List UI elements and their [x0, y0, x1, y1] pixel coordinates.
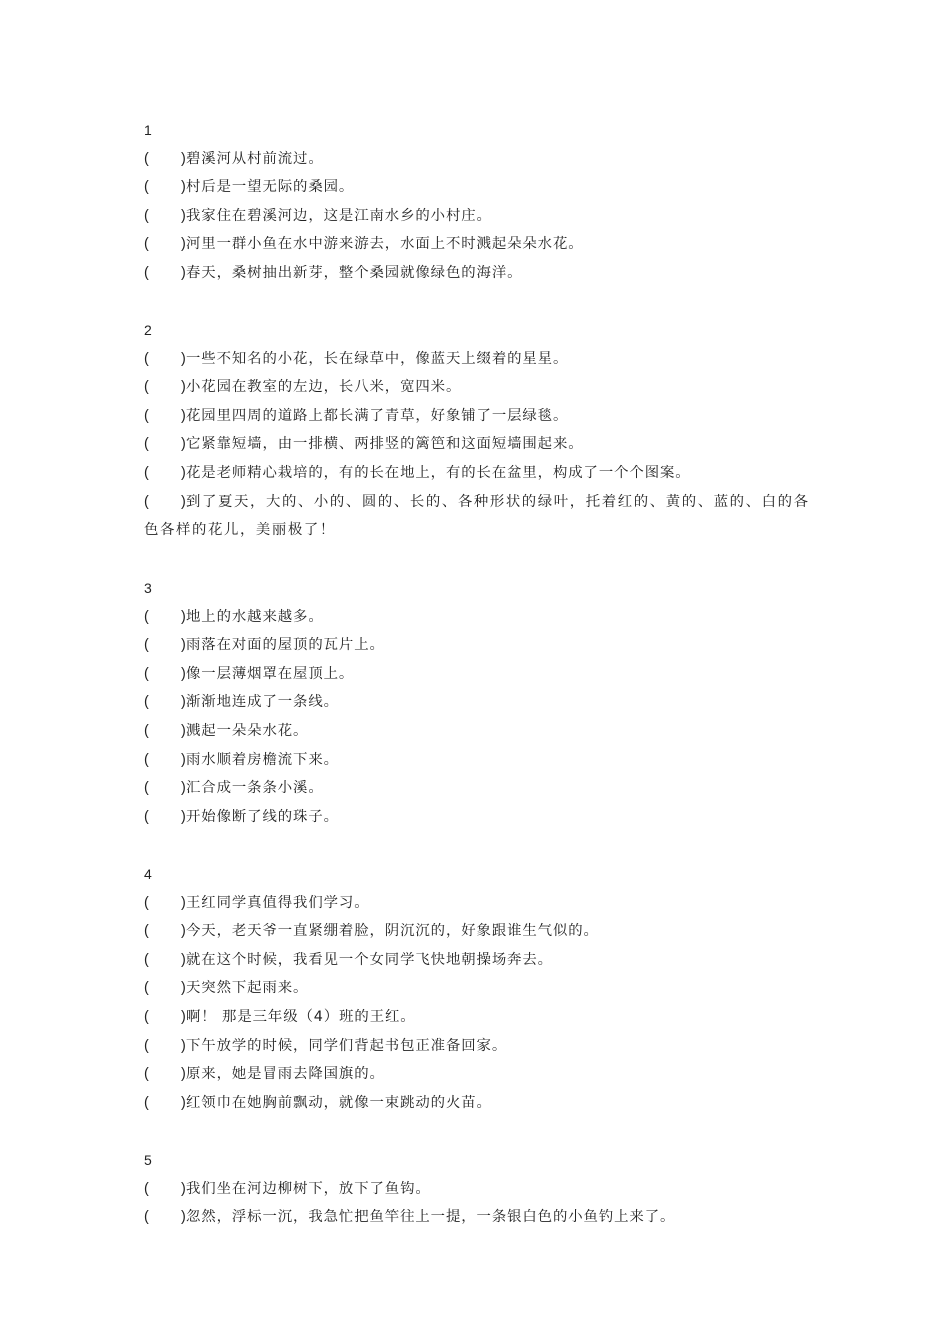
- answer-blank-open: (: [144, 694, 149, 711]
- sentence-line: [144, 1003, 814, 1032]
- sentence-text: 小花园在教室的左边，长八米，宽四米。: [186, 379, 462, 396]
- exercise-section-4: [144, 860, 814, 1117]
- sentence-line: [144, 459, 814, 488]
- sentence-text: 雨水顺着房檐流下来。: [186, 751, 339, 768]
- answer-blank-close: ): [181, 1066, 186, 1083]
- sentence-line: [144, 1175, 814, 1204]
- sentence-text: 它紧靠短墙，由一排横、两排竖的篱笆和这面短墙围起来。: [186, 436, 584, 453]
- sentence-text: 下午放学的时候，同学们背起书包正准备回家。: [186, 1037, 508, 1054]
- answer-blank-open: (: [144, 464, 149, 481]
- sentence-line: [144, 917, 814, 946]
- answer-blank-close: ): [181, 694, 186, 711]
- answer-blank-close: ): [181, 608, 186, 625]
- sentence-text: 忽然，浮标一沉，我急忙把鱼竿往上一提，一条银白色的小鱼钓上来了。: [186, 1209, 676, 1226]
- sentence-line: [144, 1060, 814, 1089]
- answer-blank-open: (: [144, 751, 149, 768]
- exercise-section-3: [144, 574, 814, 831]
- sentence-line: [144, 1089, 814, 1118]
- answer-blank-close: ): [181, 350, 186, 367]
- sentence-line: [144, 603, 814, 632]
- answer-blank-close: ): [181, 951, 186, 968]
- answer-blank-close: ): [181, 150, 186, 167]
- sentence-line: [144, 889, 814, 918]
- answer-blank-close: ): [181, 407, 186, 424]
- answer-blank-close: ): [181, 1094, 186, 1111]
- sentence-text: 王红同学真值得我们学习。: [186, 894, 370, 911]
- sentence-line: [144, 717, 814, 746]
- answer-blank-open: (: [144, 923, 149, 940]
- answer-blank-close: ): [181, 923, 186, 940]
- sentence-line: [144, 230, 814, 259]
- sentence-text: 溅起一朵朵水花。: [186, 722, 309, 739]
- answer-blank-close: ): [181, 493, 186, 510]
- sentence-line: [144, 259, 814, 288]
- answer-blank-open: (: [144, 1180, 149, 1197]
- answer-blank-open: (: [144, 808, 149, 825]
- answer-blank-open: (: [144, 1066, 149, 1083]
- answer-blank-close: ): [181, 780, 186, 797]
- answer-blank-open: (: [144, 608, 149, 625]
- answer-blank-open: (: [144, 637, 149, 654]
- section-number: 4: [144, 866, 152, 882]
- sentence-line: [144, 145, 814, 174]
- answer-blank-close: ): [181, 1209, 186, 1226]
- section-number: 2: [144, 322, 152, 338]
- sentence-line: [144, 345, 814, 374]
- answer-blank-open: (: [144, 350, 149, 367]
- answer-blank-close: ): [181, 436, 186, 453]
- exercise-section-5: [144, 1146, 814, 1232]
- answer-blank-close: ): [181, 179, 186, 196]
- sentence-text: 开始像断了线的珠子。: [186, 808, 339, 825]
- sentence-line: [144, 688, 814, 717]
- sentence-line: [144, 202, 814, 231]
- sentence-text: 花是老师精心栽培的，有的长在地上，有的长在盆里，构成了一个个图案。: [186, 464, 691, 481]
- sentence-text: 一些不知名的小花，长在绿草中，像蓝天上缀着的星星。: [186, 350, 569, 367]
- answer-blank-close: ): [181, 1008, 186, 1025]
- sentence-line: [144, 946, 814, 975]
- answer-blank-open: (: [144, 264, 149, 281]
- sentence-text: 啊！ 那是三年级（4）班的王红。: [186, 1008, 416, 1025]
- sentence-text: 汇合成一条条小溪。: [186, 780, 324, 797]
- answer-blank-close: ): [181, 264, 186, 281]
- sentence-text: 今天，老天爷一直紧绷着脸，阴沉沉的，好象跟谁生气似的。: [186, 923, 599, 940]
- answer-blank-open: (: [144, 150, 149, 167]
- answer-blank-close: ): [181, 379, 186, 396]
- sentence-text: 地上的水越来越多。: [186, 608, 324, 625]
- answer-blank-open: (: [144, 436, 149, 453]
- sentence-text: 就在这个时候，我看见一个女同学飞快地朝操场奔去。: [186, 951, 553, 968]
- answer-blank-close: ): [181, 1180, 186, 1197]
- sentence-text: 天突然下起雨来。: [186, 980, 309, 997]
- exercise-section-1: [144, 116, 814, 288]
- answer-blank-open: (: [144, 722, 149, 739]
- answer-blank-close: ): [181, 808, 186, 825]
- answer-blank-open: (: [144, 1037, 149, 1054]
- sentence-line: [144, 774, 814, 803]
- sentence-line: [144, 1032, 814, 1061]
- section-number: 1: [144, 122, 152, 138]
- sentence-text: 碧溪河从村前流过。: [186, 150, 324, 167]
- answer-blank-close: ): [181, 980, 186, 997]
- answer-blank-close: ): [181, 751, 186, 768]
- sentence-line: [144, 974, 814, 1003]
- exercise-section-2: [144, 316, 814, 545]
- answer-blank-open: (: [144, 980, 149, 997]
- sentence-text: 渐渐地连成了一条线。: [186, 694, 339, 711]
- answer-blank-open: (: [144, 1008, 149, 1025]
- sentence-text: 花园里四周的道路上都长满了青草，好象铺了一层绿毯。: [186, 407, 569, 424]
- answer-blank-open: (: [144, 780, 149, 797]
- answer-blank-open: (: [144, 236, 149, 253]
- sentence-line: [144, 488, 814, 545]
- sentence-text: 春天，桑树抽出新芽，整个桑园就像绿色的海洋。: [186, 264, 523, 281]
- answer-blank-open: (: [144, 894, 149, 911]
- answer-blank-open: (: [144, 407, 149, 424]
- sentence-line: [144, 660, 814, 689]
- answer-blank-open: (: [144, 951, 149, 968]
- answer-blank-open: (: [144, 665, 149, 682]
- sentence-text: 我们坐在河边柳树下，放下了鱼钩。: [186, 1180, 431, 1197]
- answer-blank-open: (: [144, 379, 149, 396]
- sentence-line: [144, 402, 814, 431]
- sentence-line: [144, 746, 814, 775]
- sentence-text: 到了夏天，大的、小的、圆的、长的、各种形状的绿叶，托着红的、黄的、蓝的、白的各色各样的花儿，美丽极了！: [144, 493, 810, 539]
- sentence-line: [144, 631, 814, 660]
- answer-blank-close: ): [181, 637, 186, 654]
- answer-blank-close: ): [181, 722, 186, 739]
- answer-blank-open: (: [144, 1094, 149, 1111]
- sentence-text: 我家住在碧溪河边，这是江南水乡的小村庄。: [186, 207, 492, 224]
- answer-blank-open: (: [144, 179, 149, 196]
- section-number: 5: [144, 1152, 152, 1168]
- answer-blank-open: (: [144, 493, 149, 510]
- sentence-line: [144, 803, 814, 832]
- sentence-text: 红领巾在她胸前飘动，就像一束跳动的火苗。: [186, 1094, 492, 1111]
- sentence-line: [144, 430, 814, 459]
- answer-blank-close: ): [181, 464, 186, 481]
- sentence-text: 村后是一望无际的桑园。: [186, 179, 355, 196]
- sentence-text: 像一层薄烟罩在屋顶上。: [186, 665, 355, 682]
- section-number: 3: [144, 580, 152, 596]
- answer-blank-close: ): [181, 236, 186, 253]
- sentence-line: [144, 373, 814, 402]
- sentence-line: [144, 1203, 814, 1232]
- sentence-text: 雨落在对面的屋顶的瓦片上。: [186, 637, 385, 654]
- answer-blank-close: ): [181, 894, 186, 911]
- answer-blank-close: ): [181, 1037, 186, 1054]
- sentence-text: 原来，她是冒雨去降国旗的。: [186, 1066, 385, 1083]
- sentence-text: 河里一群小鱼在水中游来游去，水面上不时溅起朵朵水花。: [186, 236, 584, 253]
- answer-blank-close: ): [181, 207, 186, 224]
- answer-blank-open: (: [144, 1209, 149, 1226]
- answer-blank-close: ): [181, 665, 186, 682]
- answer-blank-open: (: [144, 207, 149, 224]
- sentence-line: [144, 173, 814, 202]
